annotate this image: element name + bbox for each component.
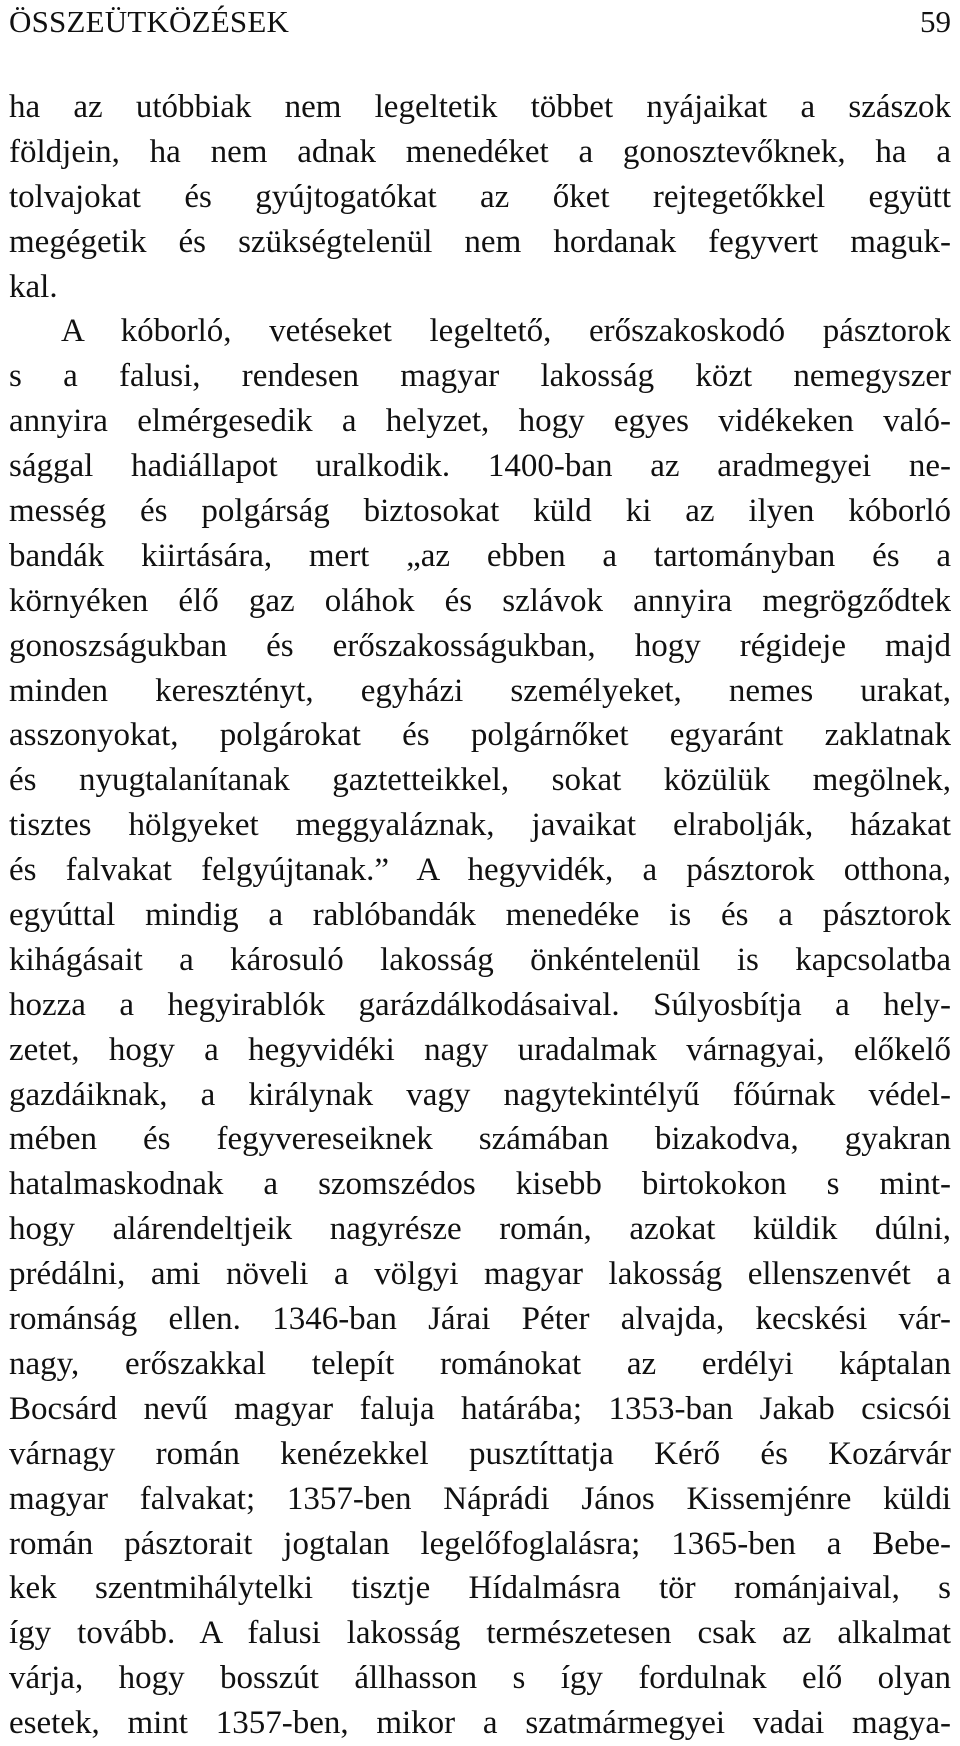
text-line: és falvakat felgyújtanak.” A hegyvidék, a pásztorok otthona, <box>9 852 951 889</box>
text-line: hogy alárendeltjeik nagyrésze román, azokat küldik dúlni, <box>9 1211 951 1248</box>
text-line: minden keresztényt, egyházi személyeket, nemes urakat, <box>9 672 951 709</box>
text-line: kek szentmihálytelki tisztje Hídalmásra tör románjaival, s <box>9 1570 951 1607</box>
text-line: gazdáiknak, a királynak vagy nagytekintélyű főúrnak védel- <box>9 1076 951 1113</box>
text-line: kihágásait a károsuló lakosság önkéntelenül is kapcsolatba <box>9 941 951 978</box>
page-header <box>9 0 951 48</box>
text-line: asszonyokat, polgárokat és polgárnőket egyaránt zaklatnak <box>9 717 951 754</box>
text-line: messég és polgárság biztosokat küld ki az ilyen kóborló <box>9 493 951 530</box>
text-line: földjein, ha nem adnak menedéket a gonosztevőknek, ha a <box>9 133 951 170</box>
text-line: ha az utóbbiak nem legeltetik többet nyájaikat a szászok <box>9 89 951 125</box>
page-number: 59 <box>920 4 951 39</box>
text-line: magyar falvakat; 1357-ben Náprádi János Kissemjénre küldi <box>9 1480 951 1517</box>
text-line: s a falusi, rendesen magyar lakosság közt nemegyszer <box>9 358 951 395</box>
text-line: gonoszságukban és erőszakosságukban, hogy régideje majd <box>9 627 951 664</box>
text-line: tolvajokat és gyújtogatókat az őket rejtegetőkkel együtt <box>9 178 951 215</box>
text-line: Bocsárd nevű magyar faluja határába; 1353-ban Jakab csicsói <box>9 1390 951 1427</box>
body-text <box>9 85 951 1746</box>
text-line: egyúttal mindig a rablóbandák menedéke is és a pásztorok <box>9 897 951 934</box>
text-line: sággal hadiállapot uralkodik. 1400-ban az aradmegyei ne- <box>9 448 951 485</box>
text-line: kal. <box>9 268 58 305</box>
text-line: bandák kiirtására, mert „az ebben a tartományban és a <box>9 537 951 574</box>
text-line: A kóborló, vetéseket legeltető, erőszakoskodó pásztorok <box>61 313 951 350</box>
text-line: tisztes hölgyeket meggyaláznak, javaikat elrabolják, házakat <box>9 807 951 844</box>
text-line: hatalmaskodnak a szomszédos kisebb birtokokon s mint- <box>9 1166 951 1203</box>
text-line: esetek, mint 1357-ben, mikor a szatmármegyei vadai magya- <box>9 1705 951 1742</box>
text-line: mében és fegyvereseiknek számában bizakodva, gyakran <box>9 1121 951 1158</box>
text-line: annyira elmérgesedik a helyzet, hogy egyes vidékeken való- <box>9 403 951 440</box>
text-line: környéken élő gaz oláhok és szlávok annyira megrögződtek <box>9 582 951 619</box>
text-line: nagy, erőszakkal telepít románokat az erdélyi káptalan <box>9 1345 951 1382</box>
text-line: zetet, hogy a hegyvidéki nagy uradalmak várnagyai, előkelő <box>9 1031 951 1068</box>
text-line: román pásztorait jogtalan legelőfoglalásra; 1365-ben a Bebe- <box>9 1525 951 1562</box>
text-line: prédálni, ami növeli a völgyi magyar lakosság ellenszenvét a <box>9 1256 951 1293</box>
running-title: ÖSSZEÜTKÖZÉSEK <box>9 4 290 39</box>
text-line: románság ellen. 1346-ban Járai Péter alvajda, kecskési vár- <box>9 1301 951 1338</box>
text-line: várja, hogy bosszút állhasson s így fordulnak elő olyan <box>9 1660 951 1697</box>
text-line: és nyugtalanítanak gaztetteikkel, sokat közülük megölnek, <box>9 762 951 799</box>
text-line: megégetik és szükségtelenül nem hordanak fegyvert maguk- <box>9 223 951 260</box>
text-line: így tovább. A falusi lakosság természetesen csak az alkalmat <box>9 1615 951 1652</box>
text-line: várnagy román kenézekkel pusztíttatja Kérő és Kozárvár <box>9 1435 951 1472</box>
text-line: hozza a hegyirablók garázdálkodásaival. Súlyosbítja a hely- <box>9 986 951 1023</box>
